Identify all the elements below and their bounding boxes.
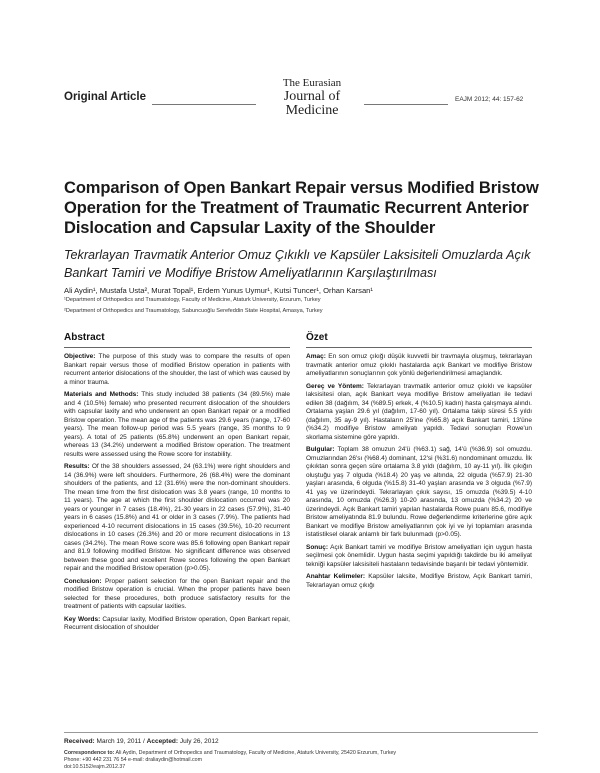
article-title: Comparison of Open Bankart Repair versus Modified Bristow Operation for the Treatment of Traumatic Recurrent Anterior Dislocation and Capsular Laxity of the Shoulder [64,179,539,237]
journal-name-prefix: The Eurasian [282,77,342,89]
abstract-objective: Objective: The purpose of this study was to compare the results of open Bankart repair versus those of modified Bristow operation in patients with recurrent anterior dislocations of the shoulder, the last of which was caused by a minor trauma. [64,353,290,386]
received-accepted-dates: Received: March 19, 2011 / Accepted: July 26, 2012 [64,738,219,745]
correspondence-contact: Phone: +90 442 231 76 54 e-mail: draliaydin@hotmail.com [64,757,203,763]
correspondence-block [64,750,544,771]
header-divider-right [364,104,448,105]
ozet-amac: Amaç: En son omuz çıkığı düşük kuvvetli bir travmayla oluşmuş, tekrarlayan travmatik anterior omuz çıkıklı hastalarda açık Bankart ve modifiye Bristow ameliyatlarının sonuçlarının çok yönlü değerlendirilmesi amaçlandık. [306,353,532,377]
affiliation-1: ¹Department of Orthopedics and Traumatology, Faculty of Medicine, Ataturk University, Erzurum, Turkey [64,297,321,303]
ozet-sonuc: Sonuç: Açık Bankart tamiri ve modifiye Bristow ameliyatları için uygun hasta seçilmesi çok önemlidir. Uygun hasta seçimi yapıldığı takdirde bu iki ameliyat tekniği kapsüler laksisiteli hastaların tedavisinde başarılı bir tedavi yöntemidir. [306,543,532,568]
author-list: Ali Aydin¹, Mustafa Usta², Murat Topal¹, Erdem Yunus Uymur¹, Kutsi Tuncer¹, Orhan Karsan¹ [64,286,373,295]
abstract-keywords: Key Words: Capsular laxity, Modified Bristow operation, Open Bankart repair, Recurrent dislocation of shoulder [64,615,290,631]
ozet-bulgular: Bulgular: Toplam 38 omuzun 24'ü (%63.1) sağ, 14'ü (%36.9) sol omuzdu. Omuzlarından 26'sı (%68.4) dominant, 12'si (%31.6) nondominant omuzdu. İlk çıkıktan sonra geçen süre ortalama 3.8 yıldı (dağılım, 10 ay-11 yıl). İlk çıkığın oluştuğu yaş 7 olguda (%18.4) 20 yaş ve altında, 22 olguda (%57.9) 21-30 yaşları arasında, 6 olguda (%15.8) 31-40 yaşları arasında ve 3 olguda (%7.9) 41 yaş ve üzerindeydi. Tekrarlayan çıkık sayısı, 15 omuzda (%39.5) 4-10 arasında, 10 omuzda (%26.3) 10-20 arasında, 13 omuzda (%34.2) 20 ve üzerindeydi. Açık Bankart tamiri yapılan hastalarda Rowe puanı 85.6, modifiye Bristow ameliyatında 81.9 bulundu. Rowe değerlendirme kriterlerine göre açık Bankart ve modifiye Bristow ameliyatlarının çok iyi ve iyi toplamları arasında istatistiksel olarak anlamlı bir fark bulunmadı (p>0.05). [306,446,532,538]
abstract-heading-rule [64,347,290,348]
article-subtitle-turkish: Tekrarlayan Travmatik Anterior Omuz Çıkıklı ve Kapsüler Laksisiteli Omuzlarda Açık Bankart Tamiri ve Modifiye Bristow Ameliyatlarının Karşılaştırılması [64,248,531,280]
header-divider-left [152,104,256,105]
abstract-column [64,332,290,637]
abstract-conclusion: Conclusion: Proper patient selection for the open Bankart repair and the modified Bristow operation is crucial. When the proper patients have been selected for these procedures, both produce satisfactory results for the treatment of patients with capsular laxities. [64,577,290,610]
ozet-anahtar-kelimeler: Anahtar Kelimeler: Kapsüler laksite, Modifiye Bristow, Açık Bankart tamiri, Tekrarlayan omuz çıkığı [306,573,533,589]
ozet-yontem: Gereç ve Yöntem: Tekrarlayan travmatik anterior omuz çıkıklı ve kapsüler laksisitesi olan, açık Bankart veya modifiye Bristow ameliyatları ile tedavi edilen 38 (dağılım, 34 (%89.5) erkek, 4 (%10.5) kadın) hasta çalışmaya alındı. Ortalama yaşları 29.6 yıl (dağılım, 17-60 yıl). Ortalama takip süresi 5.5 yıldı (dağılım, 35 ay-9 yıl). Hastaların 25'ine (%65.8) açık Bankart tamiri, 13'üne (%34.2) modifiye Bristow ameliyatı yapıldı. Tedavi sonuçları Rowe'un skorlama sistemine göre yapıldı. [306,382,532,441]
journal-logo [260,78,364,118]
abstract-results: Results: Of the 38 shoulders assessed, 24 (63.1%) were right shoulders and 14 (36.9%) were left shoulders. Furthermore, 26 (68.4%) were the dominant shoulders of the patients, and 12 (31.6%) were the non-dominant shoulders. The mean time from the first dislocation was 3.8 years (range, 10 months to 11 years). The age at which the first shoulder dislocation occurred was 20 years or younger in 7 cases (18.4%), 21-30 years in 22 cases (57.9%), 31-40 years in 6 cases (15.8%) and 41 or older in 3 cases (7.9%). The patients had experienced 4-10 recurrent dislocations in 15 cases (39.5%), 10-20 recurrent dislocations in 10 cases (26.3%) and 20 or more recurrent dislocations in 13 cases (34.2%). The mean Rowe score was 85.6 following open Bankart repair and 81.9 following modified Bristow. No significant difference was observed between these good and excellent Rowe scores following the open Bankart repair and the modified Bristow operation (p>0.05). [64,463,290,572]
article-type-label: Original Article [64,91,147,103]
abstract-heading: Abstract [64,332,105,343]
ozet-heading-rule [306,347,532,348]
journal-citation: EAJM 2012; 44: 157-62 [455,96,524,103]
abstract-methods: Materials and Methods: This study included 38 patients (34 (89.5%) male and 4 (10.5%) female) who presented recurrent dislocation of the shoulders with capsular laxity and who underwent an open Bankart repair or a modified Bristow operation. The mean age of the patients was 29.6 years (range, 17-60 years). The mean follow-up period was 5.5 years (range, 35 months to 9 years). A total of 25 patients (65.8%) underwent an open Bankart repair, whereas 13 (34.2%) underwent a modified Bristow operation. The treatment results were assessed using the Rowe score for instability. [64,391,290,458]
correspondence-address: Correspondence to: Ali Aydin, Department of Orthopedics and Traumatology, Faculty of Medicine, Ataturk University, 25420 Erzurum, Turkey [64,750,397,756]
affiliation-2: ²Department of Orthopedics and Traumatology, Sabuncuoğlu Serefeddin State Hospital, Amasya, Turkey [64,308,323,314]
ozet-heading: Özet [306,332,328,343]
footer-rule [64,732,538,733]
article-doi: doi:10.5152/eajm.2012.37 [64,764,126,770]
ozet-column [306,332,532,594]
journal-name: Journal of Medicine [283,89,341,118]
